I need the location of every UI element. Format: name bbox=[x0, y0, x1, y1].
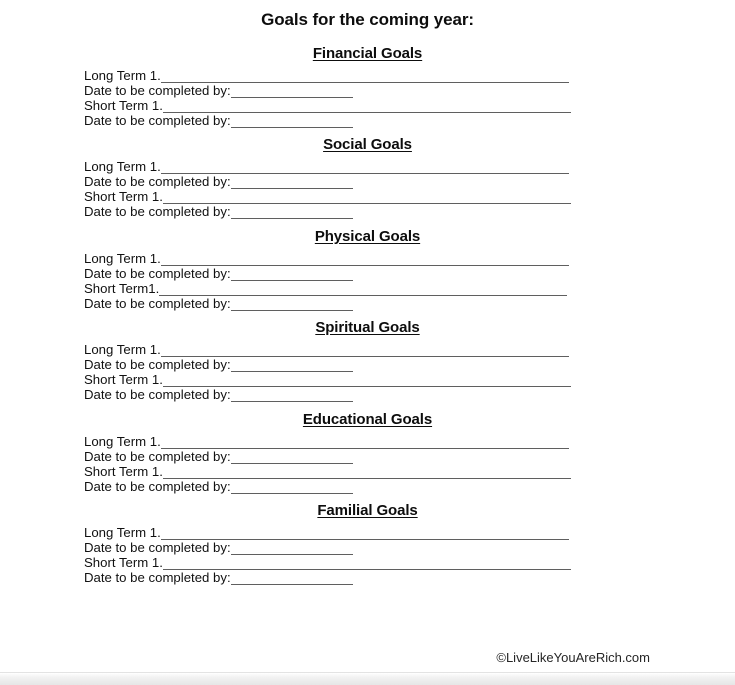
field-row bbox=[84, 570, 646, 585]
field-label: Date to be completed by: bbox=[84, 174, 231, 189]
page-title: Goals for the coming year: bbox=[261, 10, 474, 29]
date-write-in-line[interactable] bbox=[231, 269, 353, 281]
goal-section bbox=[0, 45, 735, 128]
field-label: Date to be completed by: bbox=[84, 113, 231, 128]
goal-write-in-line[interactable] bbox=[161, 528, 569, 540]
goal-write-in-line[interactable] bbox=[163, 375, 571, 387]
section-heading: Physical Goals bbox=[314, 228, 421, 245]
field-label: Short Term 1. bbox=[84, 464, 163, 479]
field-label: Date to be completed by: bbox=[84, 570, 231, 585]
goal-write-in-line[interactable] bbox=[161, 345, 569, 357]
section-fields bbox=[84, 159, 646, 219]
section-heading: Spiritual Goals bbox=[315, 319, 420, 336]
page-bottom-edge bbox=[0, 672, 735, 685]
section-heading: Familial Goals bbox=[317, 502, 418, 519]
date-write-in-line[interactable] bbox=[231, 86, 353, 98]
field-label: Short Term 1. bbox=[84, 372, 163, 387]
goal-section bbox=[0, 411, 735, 494]
field-row bbox=[84, 251, 646, 266]
field-row bbox=[84, 449, 646, 464]
field-label: Date to be completed by: bbox=[84, 357, 231, 372]
field-row bbox=[84, 387, 646, 402]
field-label: Long Term 1. bbox=[84, 251, 161, 266]
field-label: Date to be completed by: bbox=[84, 204, 231, 219]
field-row bbox=[84, 479, 646, 494]
field-label: Long Term 1. bbox=[84, 342, 161, 357]
section-fields bbox=[84, 525, 646, 585]
field-row bbox=[84, 372, 646, 387]
section-fields bbox=[84, 342, 646, 402]
date-write-in-line[interactable] bbox=[231, 482, 353, 494]
goal-write-in-line[interactable] bbox=[161, 254, 569, 266]
goal-write-in-line[interactable] bbox=[163, 467, 571, 479]
section-heading: Social Goals bbox=[323, 136, 412, 153]
field-label: Date to be completed by: bbox=[84, 387, 231, 402]
field-row bbox=[84, 174, 646, 189]
goal-section bbox=[0, 319, 735, 402]
goal-write-in-line[interactable] bbox=[161, 71, 569, 83]
field-row bbox=[84, 113, 646, 128]
field-row bbox=[84, 189, 646, 204]
date-write-in-line[interactable] bbox=[231, 360, 353, 372]
field-label: Short Term 1. bbox=[84, 98, 163, 113]
date-write-in-line[interactable] bbox=[231, 573, 353, 585]
field-label: Date to be completed by: bbox=[84, 83, 231, 98]
goal-write-in-line[interactable] bbox=[159, 284, 567, 296]
field-label: Long Term 1. bbox=[84, 159, 161, 174]
field-row bbox=[84, 357, 646, 372]
field-row bbox=[84, 159, 646, 174]
goal-section bbox=[0, 136, 735, 219]
goal-section bbox=[0, 502, 735, 585]
goal-write-in-line[interactable] bbox=[163, 101, 571, 113]
field-label: Long Term 1. bbox=[84, 525, 161, 540]
date-write-in-line[interactable] bbox=[231, 452, 353, 464]
copyright-footer: ©LiveLikeYouAreRich.com bbox=[496, 650, 650, 665]
field-row bbox=[84, 434, 646, 449]
field-row bbox=[84, 281, 646, 296]
field-label: Short Term 1. bbox=[84, 555, 163, 570]
field-row bbox=[84, 525, 646, 540]
field-label: Short Term 1. bbox=[84, 189, 163, 204]
section-fields bbox=[84, 251, 646, 311]
date-write-in-line[interactable] bbox=[231, 299, 353, 311]
field-label: Date to be completed by: bbox=[84, 479, 231, 494]
section-heading: Financial Goals bbox=[312, 45, 423, 62]
date-write-in-line[interactable] bbox=[231, 543, 353, 555]
field-row bbox=[84, 464, 646, 479]
section-heading: Educational Goals bbox=[302, 411, 433, 428]
field-row bbox=[84, 98, 646, 113]
field-label: Date to be completed by: bbox=[84, 296, 231, 311]
field-label: Date to be completed by: bbox=[84, 266, 231, 281]
field-label: Short Term1. bbox=[84, 281, 160, 296]
goal-write-in-line[interactable] bbox=[163, 192, 571, 204]
field-row bbox=[84, 266, 646, 281]
field-row bbox=[84, 342, 646, 357]
field-label: Long Term 1. bbox=[84, 434, 161, 449]
field-row bbox=[84, 296, 646, 311]
field-row bbox=[84, 204, 646, 219]
field-row bbox=[84, 555, 646, 570]
field-label: Date to be completed by: bbox=[84, 540, 231, 555]
field-label: Date to be completed by: bbox=[84, 449, 231, 464]
goal-write-in-line[interactable] bbox=[161, 162, 569, 174]
goal-section bbox=[0, 228, 735, 311]
date-write-in-line[interactable] bbox=[231, 207, 353, 219]
date-write-in-line[interactable] bbox=[231, 390, 353, 402]
field-label: Long Term 1. bbox=[84, 68, 161, 83]
date-write-in-line[interactable] bbox=[231, 116, 353, 128]
field-row bbox=[84, 83, 646, 98]
section-fields bbox=[84, 434, 646, 494]
field-row bbox=[84, 68, 646, 83]
section-fields bbox=[84, 68, 646, 128]
goal-write-in-line[interactable] bbox=[163, 558, 571, 570]
goal-write-in-line[interactable] bbox=[161, 437, 569, 449]
field-row bbox=[84, 540, 646, 555]
date-write-in-line[interactable] bbox=[231, 177, 353, 189]
